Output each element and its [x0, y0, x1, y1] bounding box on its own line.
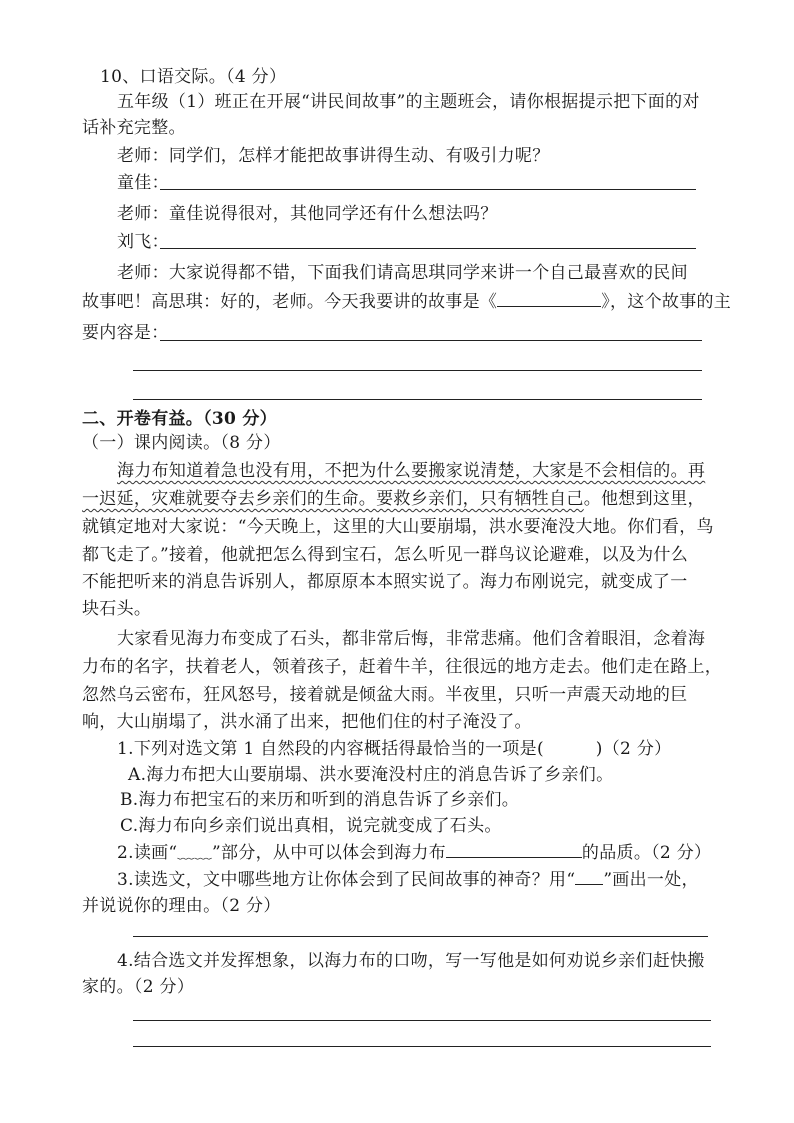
teacher-line-2: 老师：童佳说得很对，其他同学还有什么想法吗？: [117, 204, 498, 224]
option-c[interactable]: C.海力布向乡亲们说出真相，说完就变成了石头。: [120, 816, 502, 836]
content-answer-line-1[interactable]: [160, 340, 702, 341]
tongjia-answer-line[interactable]: [160, 189, 696, 190]
wavy-underlined-text-2: 一迟延，灾难就要夺去乡亲们的生命。要救乡亲们，只有牺牲自己: [82, 489, 584, 509]
teacher-line-1: 老师：同学们，怎样才能把故事讲得生动、有吸引力呢？: [117, 146, 550, 166]
content-answer-line-3[interactable]: [133, 399, 702, 400]
option-a[interactable]: A.海力布把大山要崩塌、洪水要淹没村庄的消息告诉了乡亲们。: [128, 765, 614, 785]
teacher-line-3: 老师：大家说得都不错，下面我们请高思琪同学来讲一个自己最喜欢的民间: [117, 263, 688, 283]
liufei-answer-line[interactable]: [160, 248, 696, 249]
wavy-mark-sample: ﹏﹏: [177, 843, 213, 863]
passage-p1-line3: 就镇定地对大家说：“今天晚上，这里的大山要崩塌，洪水要淹没大地。你们看，鸟: [82, 517, 714, 537]
q3-answer-line[interactable]: [133, 936, 708, 937]
liufei-label: 刘飞：: [117, 232, 169, 252]
question-3-line2: 并说说你的理由。（2 分）: [82, 896, 281, 916]
q10-intro-line2: 话补充完整。: [82, 118, 186, 138]
content-answer-line-2[interactable]: [133, 370, 702, 371]
passage-p1-line1: [117, 460, 705, 482]
passage-p2-line4: 响，大山崩塌了，洪水涌了出来，把他们住的村子淹没了。: [82, 712, 532, 732]
option-b[interactable]: B.海力布把宝石的来历和听到的消息告诉了乡亲们。: [120, 790, 520, 810]
story-title-blank[interactable]: [497, 292, 601, 307]
q4-answer-line-1[interactable]: [133, 1020, 711, 1021]
section-2-title: 二、开卷有益。（30 分）: [82, 409, 277, 429]
liufei-row: [117, 231, 169, 253]
passage-p1-line5: 不能把听来的消息告诉别人，都原原本本照实说了。海力布刚说完，就变成了一: [82, 572, 688, 592]
question-2-a: 2.读画“: [117, 843, 178, 863]
gao-line-b: 》，这个故事的主: [601, 292, 732, 312]
q10-title: 10、口语交际。（4 分）: [100, 67, 287, 87]
straight-line-mark-sample: [575, 870, 603, 885]
passage-p1-line2-rest: 。他想到这里，: [583, 489, 705, 509]
tongjia-label: 童佳：: [117, 173, 169, 193]
q10-intro-line1: 五年级（1）班正在开展“讲民间故事”的主题班会，请你根据提示把下面的对: [117, 92, 700, 112]
passage-p1-line4: 都飞走了。”接着，他就把怎么得到宝石，怎么听见一群鸟议论避难，以及为什么: [82, 545, 688, 565]
passage-p1-line6: 块石头。: [82, 599, 152, 619]
question-3: [117, 869, 699, 891]
section-2-sub: （一）课内阅读。（8 分）: [82, 433, 281, 453]
content-label: 要内容是：: [82, 323, 169, 343]
passage-p2-line3: 忽然乌云密布，狂风怒号，接着就是倾盆大雨。半夜里，只听一声震天动地的巨: [82, 685, 688, 705]
question-4-line2: 家的。（2 分）: [82, 977, 195, 997]
tongjia-row: [117, 172, 169, 194]
question-3-b: ”画出一处，: [603, 870, 699, 890]
quality-blank[interactable]: [446, 843, 582, 858]
question-4-line1: 4.结合选文并发挥想象，以海力布的口吻，写一写他是如何劝说乡亲们赶快搬: [117, 951, 705, 971]
question-2-b: ”部分，从中可以体会到海力布: [212, 843, 446, 863]
passage-p2-line1: 大家看见海力布变成了石头，都非常后悔，非常悲痛。他们含着眼泪，念着海: [117, 629, 706, 649]
passage-p2-line2: 力布的名字，扶着老人，领着孩子，赶着牛羊，往很远的地方走去。他们走在路上，: [82, 657, 723, 677]
gao-line-a: 故事吧！高思琪：好的，老师。今天我要讲的故事是《: [82, 292, 498, 312]
passage-p1-line2: [82, 488, 705, 510]
question-2-c: 的品质。（2 分）: [581, 843, 712, 863]
question-1: 1.下列对选文第 1 自然段的内容概括得最恰当的一项是( )（2 分）: [117, 739, 672, 759]
q4-answer-line-2[interactable]: [133, 1046, 711, 1047]
question-2: [117, 842, 711, 864]
wavy-underlined-text: 海力布知道着急也没有用，不把为什么要搬家说清楚，大家是不会相信的。再: [117, 461, 706, 481]
question-3-a: 3.读选文，文中哪些地方让你体会到了民间故事的神奇？用“: [117, 870, 576, 890]
gao-line: [82, 291, 731, 313]
